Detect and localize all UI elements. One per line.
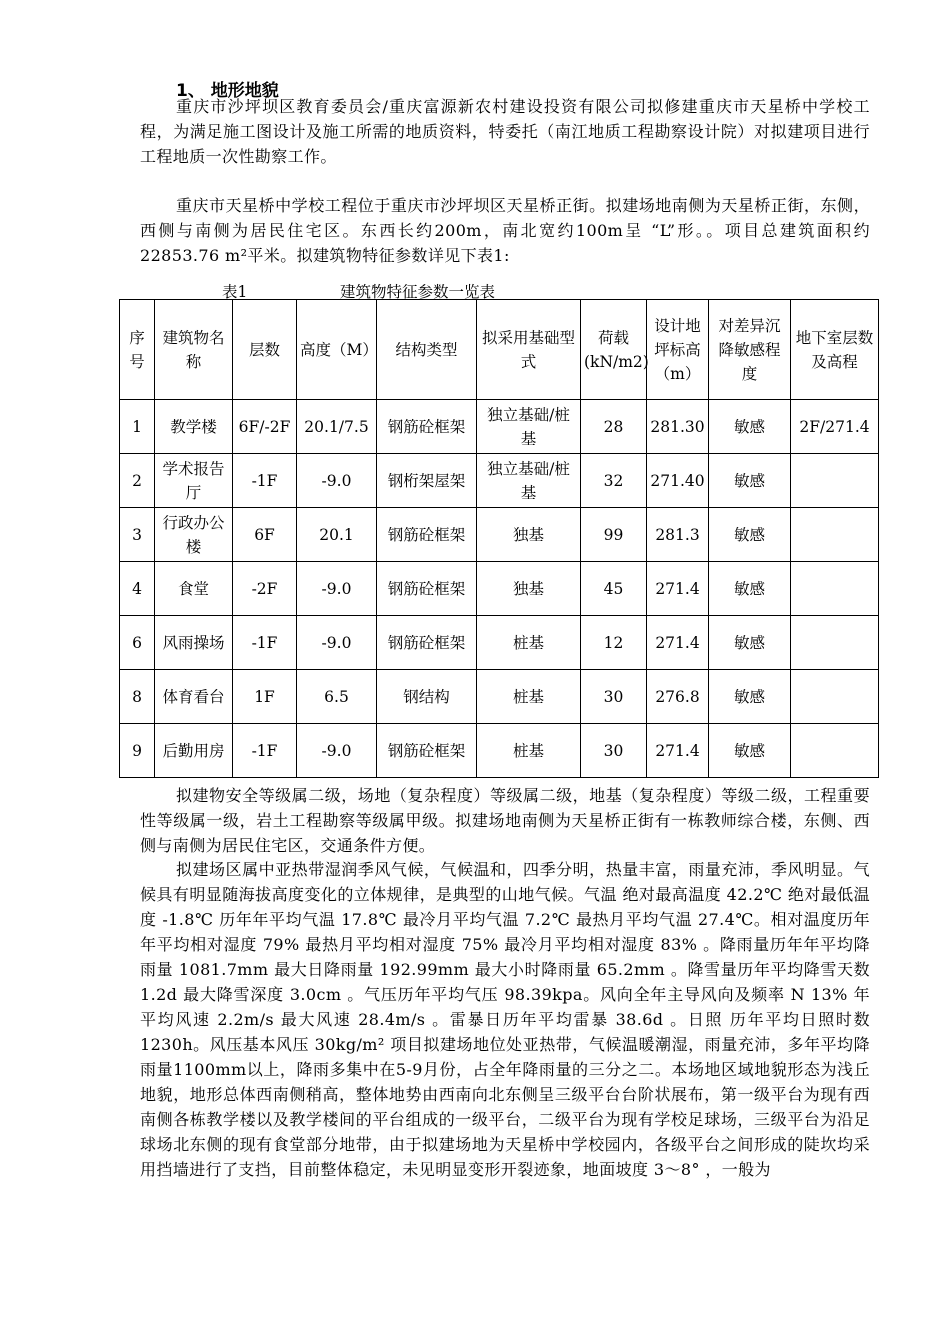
table-cell: 独立基础/桩基 bbox=[477, 454, 581, 508]
site-grade-paragraph: 拟建物安全等级属二级，场地（复杂程度）等级属二级，地基（复杂程度）等级二级，工程重要性等级属一级，岩土工程勘察等级属甲级。拟建场地南侧为天星桥正街有一栋教师综合楼，东侧、西侧与南侧为居民住宅区，交通条件方便。 bbox=[140, 786, 870, 855]
table-caption-number: 表1 bbox=[222, 283, 248, 301]
table-cell: 4 bbox=[120, 562, 155, 616]
table-cell: 45 bbox=[581, 562, 647, 616]
header-cell: 设计地坪标高（m） bbox=[647, 300, 709, 400]
table-cell: 钢筋砼框架 bbox=[377, 724, 477, 778]
intro-paragraph-1: 重庆市沙坪坝区教育委员会/重庆富源新农村建设投资有限公司拟修建重庆市天星桥中学校工程，为满足施工图设计及施工所需的地质资料，特委托（南江地质工程勘察设计院）对拟建项目进行工程地质一次性勘察工作。 bbox=[140, 97, 870, 166]
table-cell bbox=[791, 616, 879, 670]
table-cell: -9.0 bbox=[297, 562, 377, 616]
table-cell: 钢筋砼框架 bbox=[377, 508, 477, 562]
table-cell: 20.1 bbox=[297, 508, 377, 562]
table-cell: 271.4 bbox=[647, 616, 709, 670]
table-cell: 敏感 bbox=[709, 400, 791, 454]
table-cell: 敏感 bbox=[709, 508, 791, 562]
table-cell bbox=[791, 670, 879, 724]
table-cell: 钢筋砼框架 bbox=[377, 400, 477, 454]
table-cell: 6.5 bbox=[297, 670, 377, 724]
table-cell: 钢桁架屋架 bbox=[377, 454, 477, 508]
table-row bbox=[120, 670, 879, 724]
table-cell: 271.4 bbox=[647, 562, 709, 616]
table-cell: 敏感 bbox=[709, 562, 791, 616]
table-cell bbox=[791, 724, 879, 778]
table-row bbox=[120, 562, 879, 616]
table-cell: 12 bbox=[581, 616, 647, 670]
table-cell: 30 bbox=[581, 724, 647, 778]
table-cell: 99 bbox=[581, 508, 647, 562]
building-parameters-table bbox=[119, 299, 879, 778]
table-cell: 6F/-2F bbox=[233, 400, 297, 454]
table-row bbox=[120, 508, 879, 562]
table-row bbox=[120, 454, 879, 508]
table-cell: -1F bbox=[233, 454, 297, 508]
table-cell: 6 bbox=[120, 616, 155, 670]
table-cell: 敏感 bbox=[709, 724, 791, 778]
header-cell: 对差异沉降敏感程度 bbox=[709, 300, 791, 400]
table-cell: 3 bbox=[120, 508, 155, 562]
table-cell: -9.0 bbox=[297, 616, 377, 670]
table-cell: -9.0 bbox=[297, 454, 377, 508]
header-cell: 序号 bbox=[120, 300, 155, 400]
table-cell: 食堂 bbox=[155, 562, 233, 616]
table-cell: 2 bbox=[120, 454, 155, 508]
table-cell: 281.30 bbox=[647, 400, 709, 454]
table-cell: -1F bbox=[233, 724, 297, 778]
header-cell: 建筑物名称 bbox=[155, 300, 233, 400]
table-cell: 1F bbox=[233, 670, 297, 724]
table-cell: 学术报告厅 bbox=[155, 454, 233, 508]
header-cell: 荷载(kN/m2) bbox=[581, 300, 647, 400]
header-cell: 结构类型 bbox=[377, 300, 477, 400]
header-cell: 高度（M） bbox=[297, 300, 377, 400]
table-cell: 风雨操场 bbox=[155, 616, 233, 670]
table-cell: 1 bbox=[120, 400, 155, 454]
section-heading: 1、 地形地貌 bbox=[176, 81, 279, 101]
table-cell: 钢筋砼框架 bbox=[377, 616, 477, 670]
table-cell: 271.4 bbox=[647, 724, 709, 778]
table-cell: 281.3 bbox=[647, 508, 709, 562]
table-cell: 20.1/7.5 bbox=[297, 400, 377, 454]
table-cell: 独基 bbox=[477, 508, 581, 562]
table-cell: 8 bbox=[120, 670, 155, 724]
table-cell: 行政办公楼 bbox=[155, 508, 233, 562]
table-cell: -9.0 bbox=[297, 724, 377, 778]
table-cell bbox=[791, 562, 879, 616]
table-cell: 32 bbox=[581, 454, 647, 508]
table-cell: 钢筋砼框架 bbox=[377, 562, 477, 616]
table-cell: 2F/271.4 bbox=[791, 400, 879, 454]
table-cell: 9 bbox=[120, 724, 155, 778]
table-cell: 30 bbox=[581, 670, 647, 724]
table-cell: 271.40 bbox=[647, 454, 709, 508]
intro-paragraph-2: 重庆市天星桥中学校工程位于重庆市沙坪坝区天星桥正街。拟建场地南侧为天星桥正街，东侧，西侧与南侧为居民住宅区。东西长约200m，南北宽约100m呈 “L”形。。项目总建筑面积约22853.76 m²平米。拟建筑物特征参数详见下表1: bbox=[140, 196, 870, 265]
table-row bbox=[120, 616, 879, 670]
table-row bbox=[120, 400, 879, 454]
table-cell: -1F bbox=[233, 616, 297, 670]
table-row bbox=[120, 724, 879, 778]
table-cell: 独立基础/桩基 bbox=[477, 400, 581, 454]
header-cell: 地下室层数及高程 bbox=[791, 300, 879, 400]
table-header-row bbox=[120, 300, 879, 400]
table-cell: 桩基 bbox=[477, 724, 581, 778]
table-cell: 后勤用房 bbox=[155, 724, 233, 778]
header-cell: 拟采用基础型式 bbox=[477, 300, 581, 400]
table-cell bbox=[791, 454, 879, 508]
table-cell: 6F bbox=[233, 508, 297, 562]
table-cell: 钢结构 bbox=[377, 670, 477, 724]
table-cell: 体育看台 bbox=[155, 670, 233, 724]
table-cell: 独基 bbox=[477, 562, 581, 616]
table-cell: 桩基 bbox=[477, 616, 581, 670]
table-cell: 敏感 bbox=[709, 616, 791, 670]
table-cell bbox=[791, 508, 879, 562]
table-cell: 教学楼 bbox=[155, 400, 233, 454]
table-cell: 敏感 bbox=[709, 670, 791, 724]
table-cell: 28 bbox=[581, 400, 647, 454]
table-caption-title: 建筑物特征参数一览表 bbox=[340, 283, 496, 301]
table-cell: -2F bbox=[233, 562, 297, 616]
table-cell: 敏感 bbox=[709, 454, 791, 508]
table-cell: 桩基 bbox=[477, 670, 581, 724]
climate-terrain-paragraph: 拟建场区属中亚热带湿润季风气候，气候温和，四季分明，热量丰富，雨量充沛，季风明显。气候具有明显随海拔高度变化的立体规律，是典型的山地气候。气温 绝对最高温度 42.2℃ 绝对最低温度 -1.8℃ 历年年平均气温 17.8℃ 最冷月平均气温 7.2℃ 最热月平均气温 27.4℃。相对温度历年年平均相对湿度 79% 最热月平均相对湿度 75% 最冷月平均相对湿度 83% 。降雨量历年年平均降雨量 1081.7mm 最大日降雨量 192.99mm 最大小时降雨量 65.2mm 。降雪量历年平均降雪天数 1.2d 最大降雪深度 3.0cm 。气压历年平均气压 98.39kpa。风向全年主导风向及频率 N 13% 年平均风速 2.2m/s 最大风速 28.4m/s 。雷暴日历年平均雷暴 38.6d 。日照 历年平均日照时数 1230h。风压基本风压 30kg/m² 项目拟建场地位处亚热带，气候温暖潮湿，雨量充沛，多年平均降雨量1100mm以上，降雨多集中在5-9月份，占全年降雨量的三分之二。本场地区域地貌形态为浅丘地貌，地形总体西南侧稍高，整体地势由西南向北东侧呈三级平台台阶状展布，第一级平台为现有西南侧各栋教学楼以及教学楼间的平台组成的一级平台，二级平台为现有学校足球场，三级平台为沿足球场北东侧的现有食堂部分地带，由于拟建场地为天星桥中学校园内，各级平台之间形成的陡坎均采用挡墙进行了支挡，目前整体稳定，未见明显变形开裂迹象，地面坡度 3～8° ，一般为 bbox=[140, 860, 870, 1179]
table-cell: 276.8 bbox=[647, 670, 709, 724]
header-cell: 层数 bbox=[233, 300, 297, 400]
